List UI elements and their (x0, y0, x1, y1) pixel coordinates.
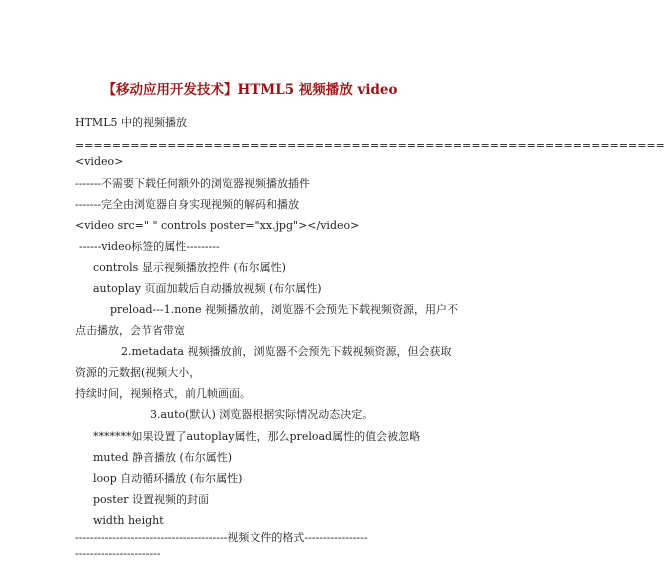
separator-line: ----------------------- (75, 547, 161, 560)
text-line: -------不需要下载任何额外的浏览器视频播放插件 (75, 177, 311, 190)
separator-line: -----------------------------------------视频文件的格式----------------- (75, 531, 368, 544)
text-line: loop 自动循环播放 (布尔属性) (93, 472, 243, 485)
text-line: 点击播放，会节省带宽 (75, 324, 185, 337)
document-title: 【移动应用开发技术】HTML5 视频播放 video (102, 82, 398, 98)
text-line: <video> (75, 155, 124, 168)
text-line: autoplay 页面加载后自动播放视频 (布尔属性) (93, 282, 322, 295)
text-line: width height (93, 514, 164, 527)
separator-line: ================================================================ (75, 139, 665, 152)
text-line: 2.metadata 视频播放前，浏览器不会预先下载视频资源，但会获取 (121, 345, 452, 358)
text-line: 资源的元数据(视频大小， (75, 366, 201, 379)
text-line: 持续时间，视频格式，前几帧画面。 (75, 387, 251, 400)
text-line: 3.auto(默认) 浏览器根据实际情况动态决定。 (150, 408, 374, 421)
text-line: controls 显示视频播放控件 (布尔属性) (93, 261, 286, 274)
text-line: poster 设置视频的封面 (93, 493, 209, 506)
text-line: muted 静音播放 (布尔属性) (93, 451, 233, 464)
text-line: -------完全由浏览器自身实现视频的解码和播放 (75, 198, 300, 211)
section-heading: HTML5 中的视频播放 (75, 116, 187, 129)
text-line: ------video标签的属性--------- (79, 240, 220, 253)
text-line: preload---1.none 视频播放前，浏览器不会预先下载视频资源，用户不 (110, 303, 458, 316)
code-line: <video src=" " controls poster="xx.jpg"></video> (75, 219, 360, 232)
text-line: *******如果设置了autoplay属性，那么preload属性的值会被忽略 (93, 430, 421, 443)
